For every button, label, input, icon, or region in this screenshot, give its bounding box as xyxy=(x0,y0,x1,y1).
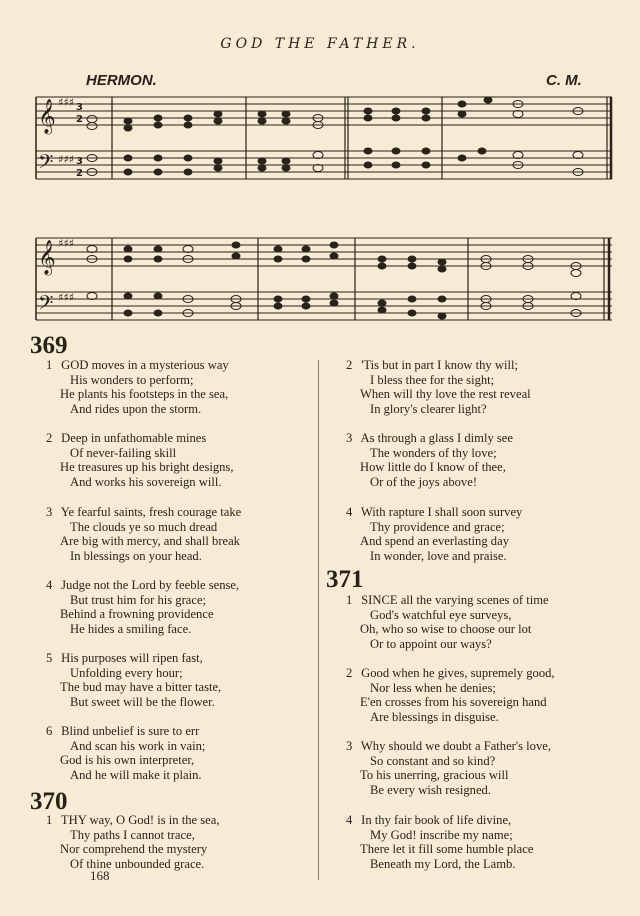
bass-clef-icon: 𝄢 xyxy=(38,150,54,178)
svg-text:♯♯♯: ♯♯♯ xyxy=(58,153,74,166)
svg-text:♯♯♯: ♯♯♯ xyxy=(58,291,74,304)
svg-text:𝄢: 𝄢 xyxy=(38,291,54,319)
hymn-369-stanza-4: 4 Judge not the Lord by feeble sense, But trust him for his grace; Behind a frowning providence He hides a smiling face. xyxy=(46,578,240,636)
hymn-number-370: 370 xyxy=(30,788,68,815)
system-1-bass-staff xyxy=(36,151,612,179)
page-header: GOD THE FATHER. xyxy=(220,36,420,52)
svg-text:3: 3 xyxy=(76,102,83,113)
hymn-369-stanza-1: 1 GOD moves in a mysterious way His wonders to perform; He plants his footsteps in the sea, And rides upon the storm. xyxy=(46,358,229,416)
hymn-370-stanza-4: 4 With rapture I shall soon survey Thy providence and grace; And spend an everlasting day In wonder, love and praise. xyxy=(346,505,523,563)
system-1-treble-staff xyxy=(36,97,612,125)
svg-text:♯♯♯: ♯♯♯ xyxy=(58,237,74,250)
hymn-369-stanza-5: 5 His purposes will ripen fast, Unfolding every hour; The bud may have a bitter taste, But sweet will be the flower. xyxy=(46,651,222,709)
hymn-number-371: 371 xyxy=(326,566,364,593)
sheet-music xyxy=(0,0,640,340)
tune-name: HERMON. xyxy=(86,72,157,89)
hymn-369-stanza-2: 2 Deep in unfathomable mines Of never-failing skill He treasures up his bright designs, And works his sovereign will. xyxy=(46,431,234,489)
hymn-371-stanza-2: 2 Good when he gives, supremely good, Nor less when he denies; E'en crosses from his sovereign hand Are blessings in disguise. xyxy=(346,666,555,724)
page-number: 168 xyxy=(90,868,110,883)
hymn-369-stanza-3: 3 Ye fearful saints, fresh courage take The clouds ye so much dread Are big with mercy, and shall break In blessings on your head. xyxy=(46,505,242,563)
hymn-370-stanza-3: 3 As through a glass I dimly see The wonders of thy love; How little do I know of thee, Or of the joys above! xyxy=(346,431,513,489)
svg-text:2: 2 xyxy=(76,114,83,125)
svg-text:♯♯♯: ♯♯♯ xyxy=(58,96,74,109)
svg-text:𝄞: 𝄞 xyxy=(38,240,56,275)
hymn-371-stanza-1: 1 SINCE all the varying scenes of time God's watchful eye surveys, Oh, who so wise to choose our lot Or to appoint our ways? xyxy=(346,593,549,651)
tune-meter: C. M. xyxy=(546,72,582,89)
hymn-number-369: 369 xyxy=(30,332,68,359)
hymn-371-stanza-3: 3 Why should we doubt a Father's love, So constant and so kind? To his unerring, gracious will Be every wish resigned. xyxy=(346,739,552,797)
hymn-371-stanza-4: 4 In thy fair book of life divine, My God! inscribe my name; There let it fill some humble place Beneath my Lord, the Lamb. xyxy=(346,813,534,871)
svg-text:3: 3 xyxy=(76,156,83,167)
hymn-369-stanza-6: 6 Blind unbelief is sure to err And scan his work in vain; God is his own interpreter, And he will make it plain. xyxy=(46,724,206,782)
svg-text:2: 2 xyxy=(76,168,83,179)
hymn-370-stanza-1: 1 THY way, O God! is in the sea, Thy paths I cannot trace, Nor comprehend the mystery Of thine unbounded grace. xyxy=(46,813,220,871)
treble-clef-icon: 𝄞 xyxy=(38,99,56,134)
hymn-370-stanza-2: 2 'Tis but in part I know thy will; I bless thee for the sight; When will thy love the rest reveal In glory's clearer light? xyxy=(346,358,531,416)
column-divider xyxy=(318,360,319,880)
